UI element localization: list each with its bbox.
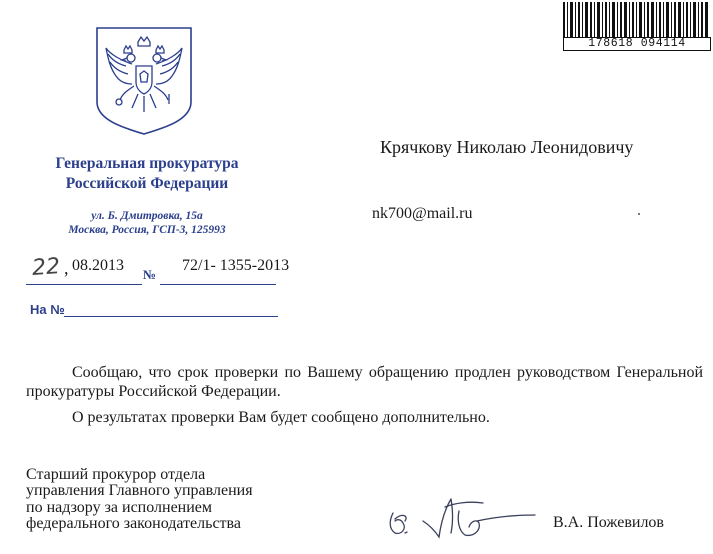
coat-of-arms-icon [94, 24, 194, 136]
scan-speck [638, 213, 640, 215]
number-sign: № [143, 267, 157, 282]
position-line-2: управления Главного управления [26, 482, 253, 499]
date-day-handwritten: 22 [31, 254, 61, 281]
body-paragraph-1: Сообщаю, что срок проверки по Вашему обращению продлен руководством Генеральной прокуратуры Российской Федерации. [26, 364, 703, 400]
date-comma: , [64, 258, 69, 278]
position-line-4: федерального законодательства [26, 515, 241, 532]
org-address-line2: Москва, Россия, ГСП-3, 125993 [68, 224, 226, 236]
number-underline [160, 284, 276, 285]
recipient-email: nk700@mail.ru [372, 205, 473, 222]
position-line-1: Старший прокурор отдела [26, 466, 206, 483]
reply-to-underline [64, 316, 278, 317]
barcode [563, 2, 709, 38]
org-name-line2: Российской Федерации [65, 175, 229, 192]
signer-name: В.А. Пожевилов [553, 514, 664, 531]
date-underline [26, 284, 142, 285]
position-line-3: по надзору за исполнением [26, 499, 213, 516]
handwritten-signature [385, 493, 545, 543]
body-paragraph-2: О результатах проверки Вам будет сообщено дополнительно. [72, 409, 490, 426]
org-address-line1: ул. Б. Дмитровка, 15а [91, 210, 203, 222]
registration-number: 72/1- 1355-2013 [182, 257, 290, 274]
date-month-year: 08.2013 [72, 257, 124, 274]
org-name-line1: Генеральная прокуратура [55, 155, 239, 172]
barcode-number: 178618 094114 [563, 37, 711, 51]
recipient-name: Крячкову Николаю Леонидовичу [380, 137, 634, 157]
reply-to-label: На № [30, 302, 65, 317]
